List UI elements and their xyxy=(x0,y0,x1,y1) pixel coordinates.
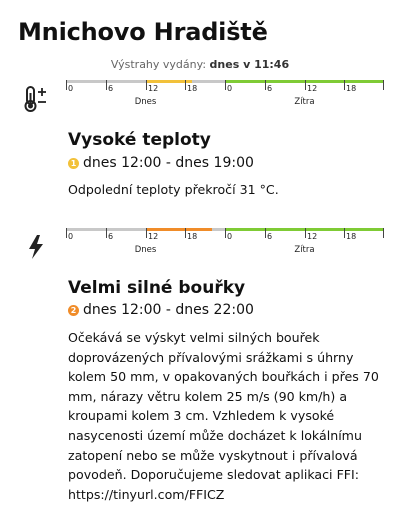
timeline-hour-label: 18 xyxy=(187,84,198,93)
timeline-segment xyxy=(192,80,225,83)
timeline-tick xyxy=(383,80,384,90)
warning-level-badge-2: 2 xyxy=(68,305,79,316)
timeline-hour-label: 6 xyxy=(108,232,114,241)
timeline-hour-label: 12 xyxy=(307,84,318,93)
timeline-hour-label: 12 xyxy=(307,232,318,241)
timeline-tick xyxy=(383,228,384,238)
timeline-day-label: Dnes xyxy=(134,97,157,107)
timeline-segment xyxy=(146,228,212,231)
timeline-hour-label: 0 xyxy=(68,84,74,93)
timeline-hour-label: 18 xyxy=(187,232,198,241)
location-title: Mnichovo Hradiště xyxy=(18,18,268,46)
lightning-icon xyxy=(26,234,46,260)
timeline-hour-label: 0 xyxy=(227,84,233,93)
timeline-hour-label: 6 xyxy=(267,84,273,93)
warning-timeline-2 xyxy=(66,228,384,260)
timeline-hour-label: 0 xyxy=(227,232,233,241)
warning-time-2 xyxy=(68,302,254,318)
timeline-day-label: Dnes xyxy=(134,245,157,255)
timeline-hour-label: 0 xyxy=(68,232,74,241)
warning-title-1: Vysoké teploty xyxy=(68,130,211,150)
timeline-hour-label: 18 xyxy=(346,232,357,241)
warning-title-2: Velmi silné bouřky xyxy=(68,278,246,298)
warning-description-1: Odpolední teploty překročí 31 °C. xyxy=(68,182,279,197)
warning-description-2: Očekává se výskyt velmi silných bouřek doprovázených přívalovými srážkami s úhrny kolem 50 mm, v opakovaných bouřkách i přes 70 mm, nárazy větru kolem 25 m/s (90 km/h) a kroupami kolem 3 cm. Vzhledem k vysoké nasycenosti území může docházet k lokálnímu zatopení nebo se může vyskytnout i přívalová povodeň. Doporučujeme sledovat aplikaci FFI: https://tinyurl.com/FFICZ xyxy=(68,330,379,502)
timeline-hour-label: 18 xyxy=(346,84,357,93)
timeline-segment xyxy=(212,228,225,231)
warning-time-text-1: dnes 12:00 - dnes 19:00 xyxy=(83,155,254,171)
warning-timeline-1 xyxy=(66,80,384,112)
issued-label: Výstrahy vydány: xyxy=(110,58,207,71)
timeline-hour-label: 12 xyxy=(148,232,159,241)
issued-info xyxy=(0,58,400,71)
timeline-hour-label: 6 xyxy=(267,232,273,241)
warning-time-text-2: dnes 12:00 - dnes 22:00 xyxy=(83,302,254,318)
warning-time-1 xyxy=(68,155,254,171)
issued-time: dnes v 11:46 xyxy=(209,58,290,71)
warning-level-badge-1: 1 xyxy=(68,158,79,169)
timeline-hour-label: 6 xyxy=(108,84,114,93)
timeline-hour-label: 12 xyxy=(148,84,159,93)
timeline-day-label: Zítra xyxy=(294,97,315,107)
thermometer-plus-icon xyxy=(22,84,52,114)
timeline-day-label: Zítra xyxy=(294,245,315,255)
